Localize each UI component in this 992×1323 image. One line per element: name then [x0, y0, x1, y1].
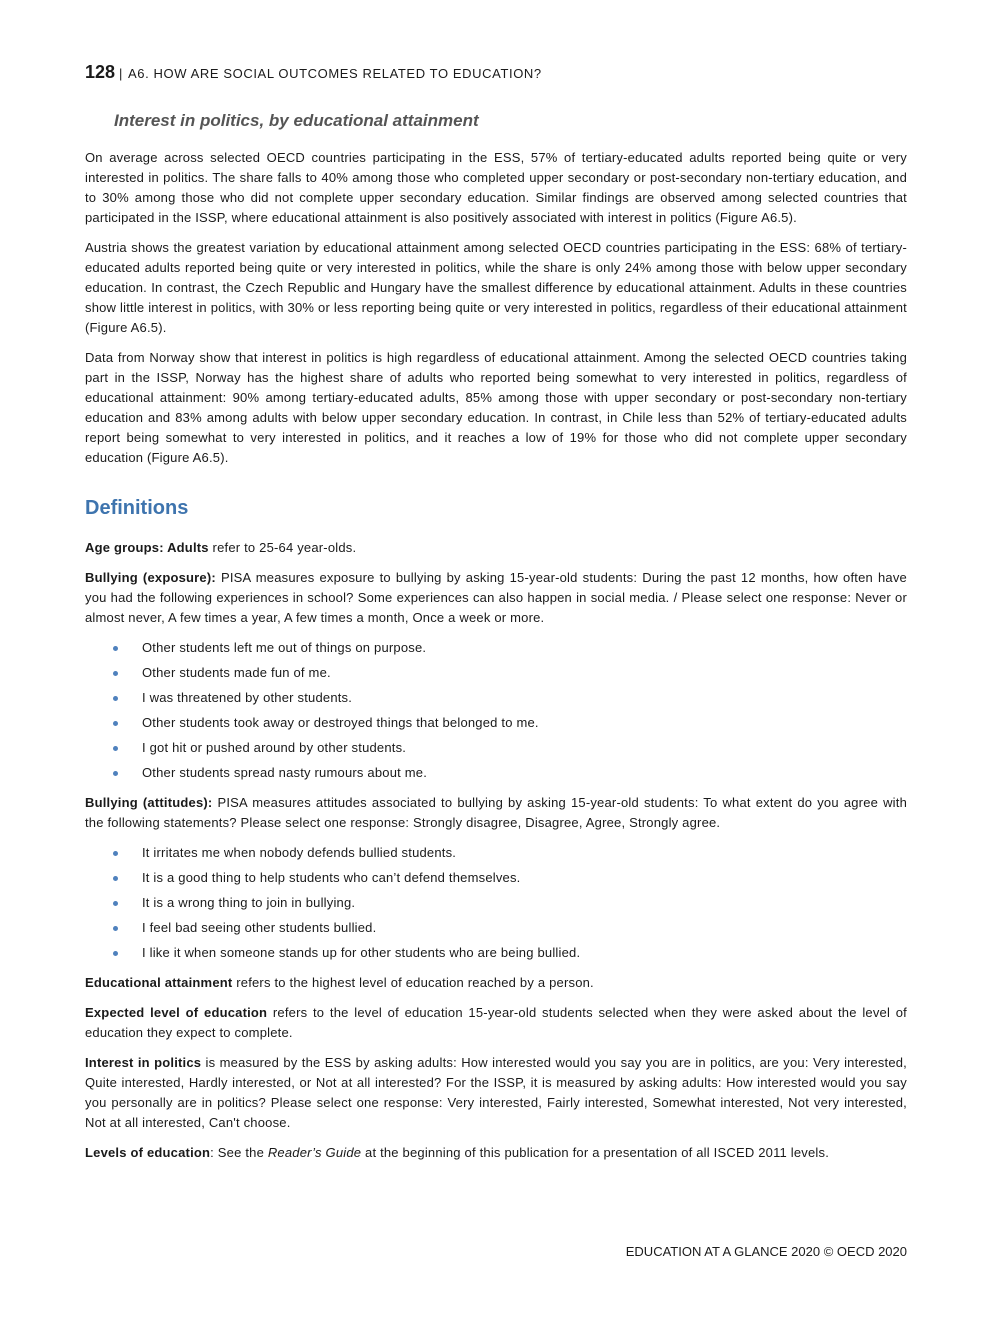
- page-number: 128: [85, 62, 116, 82]
- definition-text: PISA measures exposure to bullying by asking 15-year-old students: During the past 12 months, how often have you had the following experiences in school? Some experiences can also happen in social media. / Please select one response: Never or almost never, A few times a year, A few times a month, Once a week or more.: [85, 570, 907, 625]
- definition-text: refers to the highest level of education reached by a person.: [232, 975, 594, 990]
- bullet-icon: [113, 951, 118, 956]
- definition-expected-level: [85, 1003, 907, 1043]
- list-item: [113, 688, 907, 708]
- bullet-icon: [113, 646, 118, 651]
- bullet-icon: [113, 696, 118, 701]
- list-item: [113, 638, 907, 658]
- bullet-icon: [113, 876, 118, 881]
- bullet-icon: [113, 851, 118, 856]
- list-item: [113, 713, 907, 733]
- bullying-attitudes-list: [85, 843, 907, 963]
- list-item: [113, 843, 907, 863]
- definition-term: Expected level of education: [85, 1005, 268, 1020]
- body-content: [85, 148, 907, 1173]
- definition-interest-in-politics: [85, 1053, 907, 1133]
- bullet-icon: [113, 721, 118, 726]
- paragraph: Austria shows the greatest variation by educational attainment among selected OECD countries participating in the ESS: 68% of tertiary-educated adults reported being quite or very interested in politics, while the share is only 24% among those with below upper secondary education. In contrast, the Czech Republic and Hungary have the smallest difference by educational attainment. Adults in these countries show little interest in politics, with 30% or less reporting being quite or very interested in politics, regardless of their educational attainment (Figure A6.5).: [85, 240, 907, 335]
- definition-levels-of-education: [85, 1143, 907, 1163]
- list-item-text: It is a good thing to help students who can’t defend themselves.: [142, 870, 521, 885]
- list-item-text: Other students spread nasty rumours about me.: [142, 765, 428, 780]
- chapter-title: A6. HOW ARE SOCIAL OUTCOMES RELATED TO EDUCATION?: [128, 66, 542, 81]
- list-item: [113, 943, 907, 963]
- list-item: [113, 918, 907, 938]
- paragraph: Data from Norway show that interest in politics is high regardless of educational attainment. Among the selected OECD countries taking part in the ISSP, Norway has the highest share of adults who reported being somewhat to very interested in politics, regardless of educational attainment: 90% among tertiary-educated adults, 85% among those with upper secondary or post-secondary non-tertiary education and 83% among adults with below upper secondary education. In contrast, in Chile less than 52% of tertiary-educated adults report being somewhat to very interested in politics, and it reaches a low of 19% for those who did not complete upper secondary education (Figure A6.5).: [85, 350, 907, 465]
- definition-text: refers to the level of education 15-year-old students selected when they were asked about the level of education they expect to complete.: [85, 1005, 907, 1040]
- list-item-text: I like it when someone stands up for other students who are being bullied.: [142, 945, 581, 960]
- header-separator: |: [119, 66, 124, 81]
- bullet-icon: [113, 901, 118, 906]
- definition-term: Bullying (attitudes):: [85, 795, 213, 810]
- readers-guide-reference: Reader’s Guide: [267, 1145, 362, 1160]
- bullet-icon: [113, 926, 118, 931]
- definitions-heading: Definitions: [85, 497, 189, 519]
- list-item-text: Other students made fun of me.: [142, 665, 331, 680]
- bullet-icon: [113, 671, 118, 676]
- definition-text: : See the: [210, 1145, 268, 1160]
- list-item-text: I was threatened by other students.: [142, 690, 353, 705]
- list-item: [113, 893, 907, 913]
- definition-term: Educational attainment: [85, 975, 233, 990]
- definition-bullying-attitudes: [85, 793, 907, 833]
- paragraph: On average across selected OECD countries participating in the ESS, 57% of tertiary-educated adults reported being quite or very interested in politics. The share falls to 40% among those who completed upper secondary or post-secondary non-tertiary education, and to 30% among those who did not complete upper secondary education. Similar findings are observed among selected countries that participated in the ISSP, where educational attainment is also positively associated with interest in politics (Figure A6.5).: [85, 150, 907, 225]
- bullet-icon: [113, 746, 118, 751]
- running-header: [85, 62, 542, 83]
- definition-term: Levels of education: [85, 1145, 211, 1160]
- definition-text: is measured by the ESS by asking adults: How interested would you say you are in politics, are you: Very interested, Quite interested, Hardly interested, or Not at all interested? For the ISSP, it is measured by asking adults: How interested would you say you personally are in politics? Please select one response: Very interested, Fairly interested, Somewhat interested, Not very interested, Not at all interested, Can't choose.: [85, 1055, 907, 1130]
- definition-term: Interest in politics: [85, 1055, 202, 1070]
- definition-educational-attainment: [85, 973, 907, 993]
- definition-term: Bullying (exposure):: [85, 570, 216, 585]
- list-item: [113, 763, 907, 783]
- definition-age-groups: [85, 538, 907, 558]
- subheading: Interest in politics, by educational attainment: [114, 111, 479, 130]
- list-item: [113, 738, 907, 758]
- list-item: [113, 868, 907, 888]
- list-item-text: Other students left me out of things on purpose.: [142, 640, 427, 655]
- definition-bullying-exposure: [85, 568, 907, 628]
- list-item-text: Other students took away or destroyed things that belonged to me.: [142, 715, 539, 730]
- list-item-text: It is a wrong thing to join in bullying.: [142, 895, 356, 910]
- bullet-icon: [113, 771, 118, 776]
- definition-text: PISA measures attitudes associated to bullying by asking 15-year-old students: To what extent do you agree with the following statements? Please select one response: Strongly disagree, Disagree, Agree, Strongly agree.: [85, 795, 908, 830]
- list-item: [113, 663, 907, 683]
- bullying-exposure-list: [85, 638, 907, 783]
- list-item-text: I got hit or pushed around by other students.: [142, 740, 407, 755]
- list-item-text: I feel bad seeing other students bullied.: [142, 920, 377, 935]
- list-item-text: It irritates me when nobody defends bullied students.: [142, 845, 457, 860]
- definition-text: refer to 25-64 year-olds.: [208, 540, 357, 555]
- definition-text: at the beginning of this publication for a presentation of all ISCED 2011 levels.: [361, 1145, 830, 1160]
- page-footer: EDUCATION AT A GLANCE 2020 © OECD 2020: [625, 1244, 907, 1259]
- definition-term: Age groups: Adults: [85, 540, 209, 555]
